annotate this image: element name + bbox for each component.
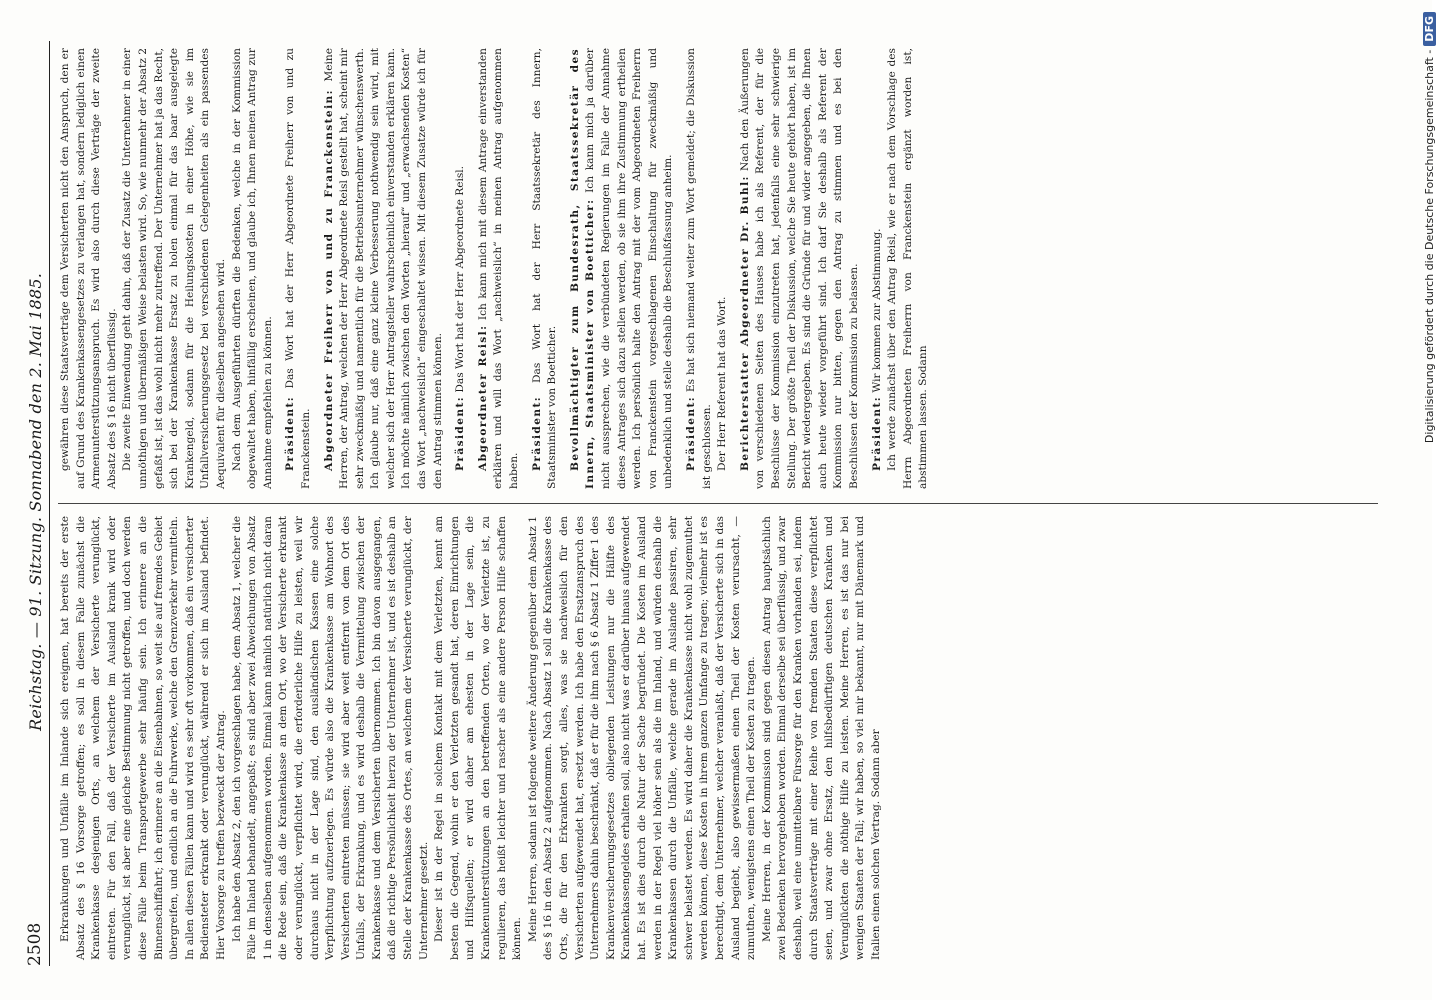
speech-paragraph xyxy=(738,48,863,489)
dfg-logo: DFG xyxy=(1423,12,1436,46)
paragraph-gap xyxy=(677,48,684,489)
paragraph xyxy=(715,48,731,489)
paragraph: Dieser ist in der Regel in solchem Kontakt mit dem Verletzten, kennt am besten die Gegend, wohin er den Verletzten gesandt hat, deren Einrichtungen und Hilfsquellen; er wird daher am ehesten in der Lage sein, die Krankenunterstützungen an den betreffenden Orten, wo der Verletzte ist, zu regulieren, das heißt leichter und rascher als eine andere Person Hilfe schaffen können. xyxy=(433,516,524,960)
paragraph xyxy=(230,48,277,489)
session-title: Reichstag. — 91. Sitzung. Sonnabend den 2. Mai 1885. xyxy=(26,272,45,731)
speech-text: Der Herr Referent hat das Wort. xyxy=(716,296,729,471)
speaker-name: Abgeordneter Freiherr von und zu Franckenstein: xyxy=(322,89,335,471)
speech-text: Das Wort hat der Herr Staatssekretär des Innern, Staatsminister von Boetticher. xyxy=(530,48,559,489)
speech-text: Ich kann mich ja darüber nicht aussprechen, wie die verbündeten Regierungen im Falle der Annahme dieses Antrages sich dazu stellen werden, ob sie ihm ihre Zustimmung ertheilen werden. Ich persönlich halte den Antrag mit der vom Abgeordneten Freiherrn von Franckenstein vorgeschlagenen Einschaltung für zweckmäßig und unbedenklich und stelle deshalb die Beschlußfassung anheim. xyxy=(584,48,675,489)
speaker-name: Bevollmächtigter zum Bundesrath, Staatssekretär des Innern, Staatsminister von Boetticher: xyxy=(568,48,597,489)
speaker-name: Präsident: xyxy=(454,395,467,471)
speech-paragraph xyxy=(530,48,561,489)
credit-text: Digitalisierung gefördert durch die Deutsche Forschungsgemeinschaft - xyxy=(1423,49,1436,444)
paragraph: Meine Herren, sodann ist folgende weitere Änderung gegenüber dem Absatz 1 des § 16 in den Absatz 2 aufgenommen. Nach Absatz 1 soll die Krankenkasse des Orts, die für den Erkrankten sorgt, alles, was sie nachweislich für den Versicherten aufgewendet hat, ersetzt werden. Ich habe den Ersatzanspruch des Unternehmers dahin beschränkt, daß er für die ihm nach § 6 Absatz 1 Ziffer 1 des Krankenversicherungsgesetzes obliegenden Leistungen nur die Hälfte des Krankenkassengeldes erhalten soll, also nicht was er darüber hinaus aufgewendet hat. Es ist dies durch die Natur der Sache begründet. Die Kosten im Ausland werden in der Regel viel höher sein als die im Inland, und würden deshalb die Krankenkassen durch die Unfälle, welche gerade im Auslande passiren, sehr schwer belastet werden. Es wird daher die Krankenkasse nicht wohl zugemuthet werden können, diese Kosten in ihrem ganzen Umfange zu tragen; vielmehr ist es berechtigt, dem Unternehmer, welcher veranlaßt, daß der Versicherte sich in das Ausland begiebt, also gewissermaßen einen Theil der Kosten verursacht, — zumuthen, wenigstens einen Theil der Kosten zu tragen. xyxy=(526,516,758,960)
page-number: 2508 xyxy=(25,922,45,966)
speaker-name: Präsident: xyxy=(530,395,543,471)
speech-text: Das Wort hat der Herr Abgeordnete Freiherr von und zu Franckenstein. xyxy=(284,48,312,489)
speech-paragraph xyxy=(453,48,469,489)
paragraph: Erkrankungen und Unfälle im Inlande sich ereignen, hat bereits der erste Absatz des § 16 Vorsorge getroffen; es soll in diesem Falle zunächst die Krankenkasse desjenigen Orts, an welchem der Versicherte verunglückt, eintreten. Für den Fall, daß der Versicherte im Ausland krank wird oder verunglückt, ist aber eine gleiche Bestimmung nicht getroffen, und doch werden diese Fälle beim Transportgewerbe sehr häufig sein. Ich erinnere an die Binnenschiffahrt; ich erinnere an die Eisenbahnen, so weit sie auf fremdes Gebiet übergreifen, und endlich an die Fuhrwerke, welche den Grenzverkehr vermitteln. In allen diesen Fällen kann und wird es sehr oft vorkommen, daß ein versicherter Bediensteter erkrankt oder verunglückt, während er sich im Ausland befindet. Hier Vorsorge zu treffen bezweckt der Antrag. xyxy=(59,516,227,960)
speech-text: Nach dem Ausgeführten dürften die Bedenken, welche in der Kommission obgewaltet haben, hinfällig erscheinen, und glaube ich, Ihnen meinen Antrag zur Annahme empfehlen zu können. xyxy=(230,48,274,489)
speech-paragraph xyxy=(568,48,677,489)
left-column xyxy=(58,504,1378,966)
paragraph-gap xyxy=(561,48,568,489)
speech-paragraph xyxy=(283,48,314,489)
paragraph-gap xyxy=(469,48,476,489)
speech-text: Das Wort hat der Herr Abgeordnete Reisl. xyxy=(454,165,467,393)
paragraph: Meine Herren, in der Kommission sind gegen diesen Antrag hauptsächlich zwei Bedenken hervorgehoben worden. Einmal derselbe sei überflüssig, und zwar deshalb, weil eine unmittelbare Fürsorge für den Kranken vorhanden sei, indem durch Staatsverträge mit einer Reihe von fremden Staaten diese verpflichtet seien, und zwar ohne Ersatz, den hilfsbedürftigen deutschen Kranken und Verunglückten die nöthige Hilfe zu leisten. Meine Herren, es ist das nur bei wenigen Staaten der Fall; wir haben, so viel mir bekannt, nur mit Dänemark und Italien einen solchen Vertrag. Sodann aber xyxy=(760,516,882,960)
speech-paragraph xyxy=(476,48,523,489)
speech-paragraph xyxy=(322,48,447,489)
speech-paragraph xyxy=(870,48,886,489)
page-content xyxy=(12,41,1407,966)
speech-paragraph xyxy=(684,48,715,489)
paragraph-gap xyxy=(523,48,530,489)
speech-text: Wir kommen zur Abstimmung. xyxy=(870,228,883,393)
speaker-name: Berichterstatter Abgeordneter Dr. Buhl: xyxy=(738,175,751,471)
paragraph: Ich habe den Absatz 2, den ich vorgeschlagen habe, dem Absatz 1, welcher die Fälle im Inland behandelt, angepaßt; es sind aber zwei Abweichungen von Absatz 1 in denselben aufgenommen worden. Einmal kann nämlich natürlich nicht daran die Rede sein, daß die Krankenkasse an dem Ort, wo der Versicherte erkrankt oder verunglückt, verpflichtet wird, die erforderliche Hilfe zu leisten, weil wir durchaus nicht in der Lage sind, den ausländischen Kassen eine solche Verpflichtung aufzuerlegen. Es würde also die Krankenkasse am Wohnort des Versicherten eintreten müssen; sie wird aber weit entfernt von dem Ort des Unfalls, der Erkrankung, und es wird deshalb die Vermittelung zwischen der Krankenkasse und dem Versicherten übernommen. Ich bin davon ausgegangen, daß die richtige Persönlichkeit hierzu der Unternehmer ist, und es ist deshalb an Stelle der Krankenkasse des Ortes, an welchem der Versicherte verunglückt, der Unternehmer gesetzt. xyxy=(230,516,430,960)
speech-text: gewähren diese Staatsverträge dem Versicherten nicht den Anspruch, den er auf Grund des Krankenkassengesetzes zu verlangen hat, sondern lediglich einen Armenunterstützungsanspruch. Es wird also durch diese Verträge der zweite Absatz des § 16 nicht überflüssig. xyxy=(59,48,118,489)
digitization-credit xyxy=(1423,0,1436,1000)
speaker-name: Abgeordneter Reisl: xyxy=(476,324,489,471)
speaker-name: Präsident: xyxy=(684,395,697,471)
text-columns xyxy=(58,41,1378,966)
paragraph xyxy=(885,48,932,489)
speech-text: Es hat sich niemand weiter zum Wort gemeldet; die Diskussion ist geschlossen. xyxy=(684,48,713,489)
paragraph xyxy=(120,48,229,489)
paragraph-gap xyxy=(446,48,453,489)
paragraph-gap xyxy=(276,48,283,489)
right-column xyxy=(58,42,1378,504)
speech-text: Die zweite Einwendung geht dahin, daß der Zusatz die Unternehmer in einer unnöthigen und übermäßigen Weise belasten wird. So, wie nunmehr der Absatz 2 gefaßt ist, ist das wohl nicht mehr zutreffend. Der Unternehmer hat ja das Recht, sich bei der Krankenkasse Ersatz zu holen einmal für das baar ausgelegte Krankengeld, sodann für die Heilungskosten in einer Höhe, wie sie im Unfallversicherungsgesetz bei verschiedenen Gelegenheiten als ein passendes Aequivalent für dieselben angesehen wird. xyxy=(121,48,227,489)
paragraph xyxy=(58,48,120,489)
speaker-name: Präsident: xyxy=(870,395,883,471)
speech-text: Ich kann mich mit diesem Antrage einverstanden erklären und will das Wort „nachweislich“ in meinen Antrag aufgenommen haben. xyxy=(476,47,521,489)
running-head xyxy=(12,41,50,966)
speaker-name: Präsident: xyxy=(284,395,297,471)
paragraph-gap xyxy=(731,48,738,489)
paragraph-gap xyxy=(863,48,870,489)
speech-text: Meine Herren, der Antrag, welchen der Herr Abgeordnete Reisl gestellt hat, scheint mir sehr zweckmäßig und namentlich für die Betriebsunternehmer wünschenswerth. Ich glaube nur, daß eine ganz kleine Verbesserung nothwendig sein wird, mit welcher sich der Herr Antragsteller wahrscheinlich einverstanden erklären kann. Ich möchte nämlich zwischen den Worten „hierauf“ und „erwachsenden Kosten“ das Wort „nachweislich“ eingeschaltet wissen. Mit diesem Zusatze würde ich für den Antrag stimmen können. xyxy=(322,48,444,489)
paragraph-gap xyxy=(315,48,322,489)
speech-text: Nach den Äußerungen von verschiedenen Seiten des Hauses habe ich als Referent, der für die Beschlüsse der Kommission einzutreten hat, jedenfalls eine sehr schwierige Stellung. Der größte Theil der Diskussion, welche Sie heute gehört haben, ist im Bericht wiedergegeben. Es sind die Gründe für und wider angegeben, die Ihnen auch heute wieder vorgeführt sind. Ich darf Sie deshalb als Referent der Kommission nur bitten, gegen den Antrag zu stimmen und es bei den Beschlüssen der Kommission zu belassen. xyxy=(738,48,860,489)
speech-text: Ich werde zunächst über den Antrag Reisl, wie er nach dem Vorschlage des Herrn Abgeordneten Freiherrn von Franckenstein ergänzt worden ist, abstimmen lassen. Sodann xyxy=(886,48,930,489)
